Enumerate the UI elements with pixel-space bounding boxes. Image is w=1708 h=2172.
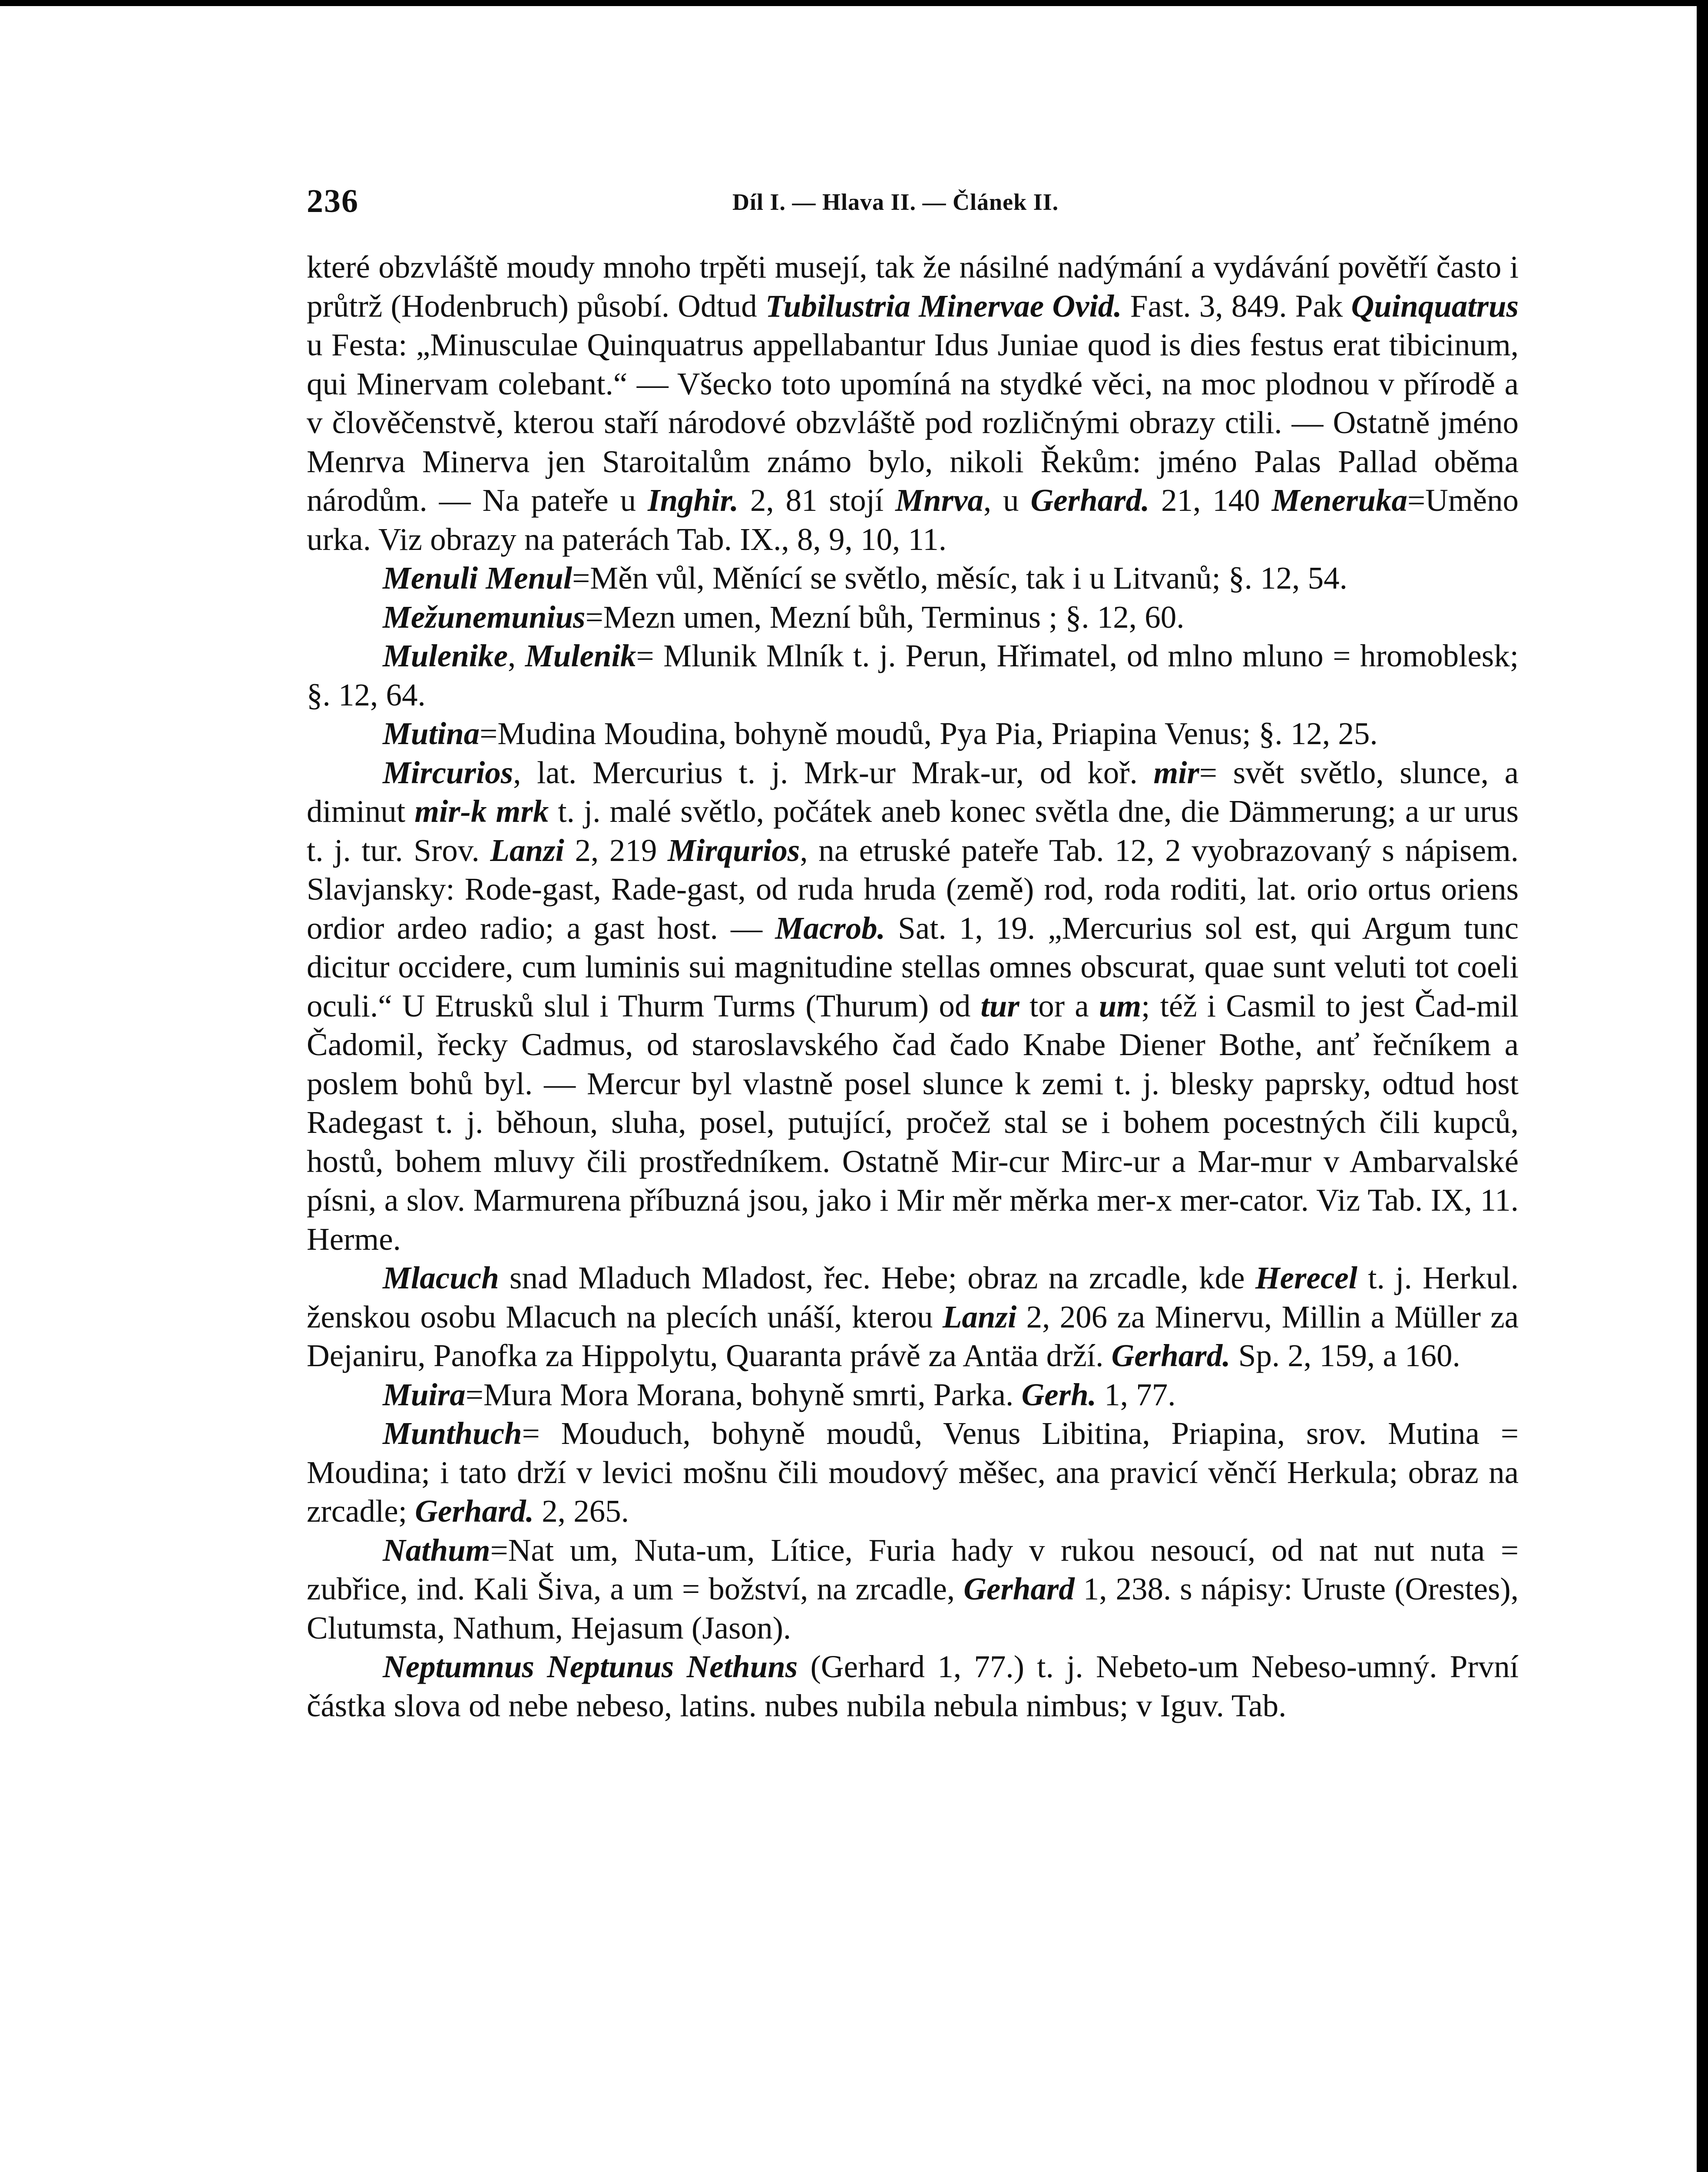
- text-run: =Měn vůl, Měnící se světlo, měsíc, tak i u Litvanů; §. 12, 54.: [572, 560, 1347, 596]
- italic-term: mir: [1153, 755, 1199, 790]
- entry-paragraph: [307, 1375, 1519, 1414]
- page-border-right: [1697, 0, 1708, 2172]
- italic-term: Meneruka: [1271, 483, 1407, 518]
- italic-term: Mircurios: [383, 755, 513, 790]
- text-run: = svět světlo, slunce, a diminut: [307, 755, 1519, 829]
- text-run: 1, 77.: [1096, 1377, 1176, 1412]
- italic-term: um: [1099, 988, 1142, 1023]
- text-run: =Uměno urka. Viz obrazy na paterách Tab. IX., 8, 9, 10, 11.: [307, 483, 1519, 557]
- text-run: 2, 265.: [534, 1493, 629, 1529]
- text-run: = Mouduch, bohyně moudů, Venus Libitina, Priapina, srov. Mutina = Moudina; i tato drží v levici mošnu čili moudový měšec, ana pravicí věnčí Herkula; obraz na zrcadle;: [307, 1416, 1519, 1529]
- text-run: =Mezn umen, Mezní bůh, Terminus ; §. 12, 60.: [585, 599, 1185, 635]
- text-run: , u: [983, 483, 1031, 518]
- italic-term: Mutina: [383, 716, 480, 751]
- entry-paragraph: [307, 1258, 1519, 1375]
- text-run: u Festa: „Minusculae Quinquatrus appellabantur Idus Juniae quod is dies festus erat tibicinum, qui Minervam colebant.“ — Všecko toto upomíná na stydké věci, na moc plodnou v přírodě a v člověčenstvě, kterou staří národové obzvláště pod rozličnými obrazy ctili. — Ostatně jméno Menrva Minerva jen Staroitalům známo bylo, nikoli Řekům: jméno Palas Pallad oběma národům. — Na pateře u: [307, 327, 1519, 518]
- text-run: Fast. 3, 849. Pak: [1122, 288, 1351, 324]
- italic-term: Mulenik: [525, 638, 636, 673]
- page-border-top: [0, 0, 1708, 6]
- entry-paragraph: [307, 753, 1519, 1259]
- text-run: = Mlunik Mlník t. j. Perun, Hřimatel, od mlno mluno = hromoblesk; §. 12, 64.: [307, 638, 1519, 712]
- italic-term: Gerhard: [963, 1571, 1075, 1606]
- text-run: (Gerhard 1, 77.) t. j. Nebeto-um Nebeso-umný. První částka slova od nebe nebeso, latins. nubes nubila nebula nimbus; v Iguv. Tab.: [307, 1649, 1519, 1723]
- italic-term: Gerhard.: [1030, 483, 1150, 518]
- italic-term: Mlacuch: [383, 1260, 499, 1295]
- italic-term: Gerh.: [1021, 1377, 1096, 1412]
- text-run: které obzvláště moudy mnoho trpěti musejí, tak že násilné nadýmání a vydávání povětří často i průtrž (Hodenbruch) působí. Odtud: [307, 249, 1519, 324]
- text-run: 2, 81 stojí: [738, 483, 896, 518]
- text-run: ; též i Casmil to jest Čad-mil Čadomil, řecky Cadmus, od staroslavského čad čado Knabe Diener Bothe, anť řečníkem a poslem bohů byl. — Mercur byl vlastně posel slunce k zemi t. j. blesky paprsky, odtud host Radegast t. j. běhoun, sluha, posel, putující, pročež stal se i bohem pocestných čili kupců, hostů, bohem mluvy čili prostředníkem. Ostatně Mir-cur Mirc-ur a Mar-mur v Ambarvalské písni, a slov. Marmurena příbuzná jsou, jako i Mir měr měrka mer-x mer-cator. Viz Tab. IX, 11. Herme.: [307, 988, 1519, 1257]
- italic-term: Tubilustria Minervae Ovid.: [765, 288, 1122, 324]
- italic-term: Macrob.: [775, 910, 885, 946]
- book-page: [307, 182, 1519, 1725]
- text-run: =Mura Mora Morana, bohyně smrti, Parka.: [465, 1377, 1022, 1412]
- italic-term: Mežunemunius: [383, 599, 586, 635]
- italic-term: Menuli Menul: [383, 560, 573, 596]
- text-run: =Mudina Moudina, bohyně moudů, Pya Pia, Priapina Venus; §. 12, 25.: [480, 716, 1378, 751]
- italic-term: Muira: [383, 1377, 466, 1412]
- text-run: Sp. 2, 159, a 160.: [1230, 1338, 1460, 1373]
- italic-term: Mirqurios: [668, 832, 800, 868]
- italic-term: Nathum: [383, 1532, 490, 1568]
- text-run: ,: [507, 638, 525, 673]
- running-head: [307, 182, 1519, 222]
- italic-term: Herecel: [1255, 1260, 1357, 1295]
- italic-term: Inghir.: [648, 483, 739, 518]
- italic-term: Gerhard.: [415, 1493, 534, 1529]
- italic-term: Lanzi: [942, 1299, 1017, 1334]
- text-run: 2, 219: [564, 832, 668, 868]
- text-run: , lat. Mercurius t. j. Mrk-ur Mrak-ur, od koř.: [513, 755, 1154, 790]
- italic-term: Mnrva: [895, 483, 983, 518]
- entry-paragraph: [307, 1531, 1519, 1648]
- italic-term: Lanzi: [490, 832, 564, 868]
- italic-term: Neptumnus Neptunus Nethuns: [383, 1649, 798, 1684]
- text-run: t. j. Herkul. ženskou osobu Mlacuch na plecích unáší, kterou: [307, 1260, 1519, 1334]
- text-run: 2, 206 za Minervu, Millin a Müller za Dejaniru, Panofka za Hippolytu, Quaranta právě za Antäa drží.: [307, 1299, 1519, 1373]
- italic-term: Quinquatrus: [1351, 288, 1519, 324]
- text-run: snad Mladuch Mladost, řec. Hebe; obraz na zrcadle, kde: [499, 1260, 1255, 1295]
- italic-term: Gerhard.: [1111, 1338, 1231, 1373]
- paragraph: [307, 248, 1519, 559]
- text-run: 1, 238. s nápisy: Uruste (Orestes), Clutumsta, Nathum, Hejasum (Jason).: [307, 1571, 1519, 1646]
- entry-paragraph: [307, 598, 1519, 637]
- text-run: t. j. malé světlo, počátek aneb konec světla dne, die Dämmerung; a ur urus t. j. tur. Srov.: [307, 794, 1519, 868]
- italic-term: Munthuch: [383, 1416, 522, 1451]
- text-run: , na etruské pateře Tab. 12, 2 vyobrazovaný s nápisem. Slavjansky: Rode-gast, Rade-gast, od ruda hruda (země) rod, roda roditi, lat. orio ortus oriens ordior ardeo radio; a gast host. —: [307, 832, 1519, 946]
- text-run: Sat. 1, 19. „Mercurius sol est, qui Argum tunc dicitur occidere, cum luminis sui magnitudine stellas omnes obscurat, quae sunt veluti tot coeli oculi.“ U Etrusků slul i Thurm Turms (Thurum) od: [307, 910, 1519, 1023]
- entry-paragraph: [307, 559, 1519, 598]
- entry-paragraph: [307, 714, 1519, 753]
- text-run: 21, 140: [1149, 483, 1272, 518]
- text-run: =Nat um, Nuta-um, Lítice, Furia hady v rukou nesoucí, od nat nut nuta = zubřice, ind. Kali Šiva, a um = božství, na zrcadle,: [307, 1532, 1519, 1606]
- italic-term: tur: [980, 988, 1020, 1023]
- italic-term: mir-k mrk: [414, 794, 549, 829]
- running-title: Díl I. — Hlava II. — Článek II.: [732, 189, 1059, 215]
- entry-paragraph: [307, 636, 1519, 714]
- text-run: tor a: [1019, 988, 1099, 1023]
- italic-term: Mulenike: [383, 638, 508, 673]
- entry-paragraph: [307, 1414, 1519, 1531]
- body-text: [307, 248, 1519, 1725]
- page-number: 236: [307, 183, 359, 219]
- entry-paragraph: [307, 1647, 1519, 1725]
